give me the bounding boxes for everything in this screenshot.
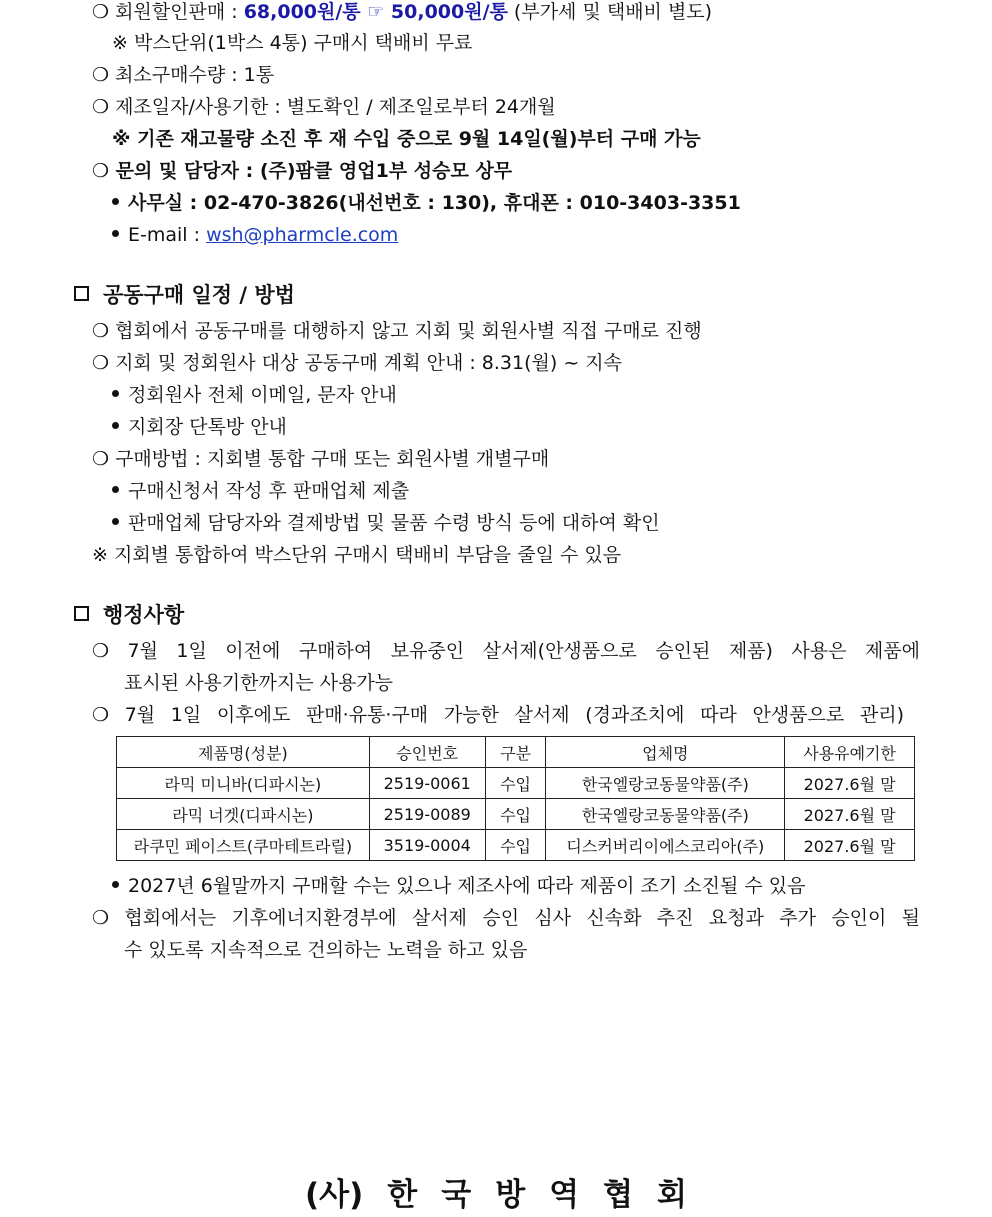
group-purchase-line-7: 판매업체 담당자와 결제방법 및 물품 수령 방식 등에 대하여 확인 (112, 510, 660, 536)
bullet-icon (112, 198, 119, 205)
admin-line-3: 2027년 6월말까지 구매할 수는 있으나 제조사에 따라 제품이 조기 소진될 수 있음 (112, 873, 806, 899)
table-row: 라믹 미니바(디파시논) 2519-0061 수입 한국엘랑코동물약품(주) 2027.6월 말 (117, 768, 915, 799)
col-product: 제품명(성분) (117, 737, 370, 768)
group-purchase-line-1: ❍ 협회에서 공동구매를 대행하지 않고 지회 및 회원사별 직접 구매로 진행 (92, 320, 702, 342)
bullet-icon (112, 230, 119, 237)
contact-line: ❍ 문의 및 담당자 : (주)팜클 영업1부 성승모 상무 (92, 160, 513, 182)
table-row: 라믹 너겟(디파시논) 2519-0089 수입 한국엘랑코동물약품(주) 2027.6월 말 (117, 799, 915, 830)
group-purchase-line-2: ❍ 지회 및 정회원사 대상 공동구매 계획 안내 : 8.31(월) ~ 지속 (92, 352, 623, 374)
group-purchase-line-6: 구매신청서 작성 후 판매업체 제출 (112, 478, 409, 504)
table-header-row (117, 737, 915, 768)
col-type: 구분 (485, 737, 546, 768)
table-row: 라쿠민 페이스트(쿠마테트라릴) 3519-0004 수입 디스커버리이에스코리아(주) 2027.6월 말 (117, 830, 915, 861)
bullet-icon (112, 518, 119, 525)
col-company: 업체명 (546, 737, 785, 768)
square-bullet-icon (74, 286, 89, 301)
office-phone-line: 사무실 : 02-470-3826(내선번호 : 130), 휴대폰 : 010-3403-3351 (112, 190, 741, 216)
discount-price-line: ❍ 회원할인판매 : 68,000원/통 ☞ 50,000원/통 (부가세 및 택배비 별도) (92, 1, 713, 23)
group-purchase-line-4: 지회장 단톡방 안내 (112, 414, 287, 440)
price-change: 68,000원/통 ☞ 50,000원/통 (243, 1, 508, 23)
group-purchase-line-8: ※ 지회별 통합하여 박스단위 구매시 택배비 부담을 줄일 수 있음 (92, 544, 622, 566)
group-purchase-line-5: ❍ 구매방법 : 지회별 통합 구매 또는 회원사별 개별구매 (92, 448, 550, 470)
bullet-icon (112, 486, 119, 493)
rodenticide-table (116, 736, 915, 861)
email-line: E-mail : wsh@pharmcle.com (112, 222, 398, 248)
col-grace-period: 사용유예기한 (785, 737, 915, 768)
manufacture-date-line: ❍ 제조일자/사용기한 : 별도확인 / 제조일로부터 24개월 (92, 96, 556, 118)
section-title-admin: 행정사항 (74, 602, 184, 628)
admin-line-1a: ❍ 7월 1일 이전에 구매하여 보유중인 살서제(안생품으로 승인된 제품) 사용은 제품에 (92, 640, 920, 662)
admin-line-4b: 수 있도록 지속적으로 건의하는 노력을 하고 있음 (124, 939, 528, 961)
bullet-icon (112, 881, 119, 888)
admin-line-4a: ❍ 협회에서는 기후에너지환경부에 살서제 승인 심사 신속화 추진 요청과 추가 승인이 될 (92, 907, 920, 929)
square-bullet-icon (74, 606, 89, 621)
col-approval-no: 승인번호 (369, 737, 485, 768)
section-title-group-purchase: 공동구매 일정 / 방법 (74, 282, 295, 308)
restock-note: ※ 기존 재고물량 소진 후 재 수입 중으로 9월 14일(월)부터 구매 가능 (112, 128, 701, 150)
bullet-icon (112, 390, 119, 397)
email-link[interactable]: wsh@pharmcle.com (206, 224, 399, 246)
box-shipping-note: ※ 박스단위(1박스 4통) 구매시 택배비 무료 (112, 32, 473, 54)
bullet-icon (112, 422, 119, 429)
group-purchase-line-3: 정회원사 전체 이메일, 문자 안내 (112, 382, 397, 408)
min-order-line: ❍ 최소구매수량 : 1통 (92, 64, 275, 86)
admin-line-2: ❍ 7월 1일 이후에도 판매·유통·구매 가능한 살서제 (경과조치에 따라 안생품으로 관리) (92, 704, 904, 726)
admin-line-1b: 표시된 사용기한까지는 사용가능 (124, 672, 394, 694)
organization-name: (사) 한 국 방 역 협 회 (304, 1177, 687, 1213)
